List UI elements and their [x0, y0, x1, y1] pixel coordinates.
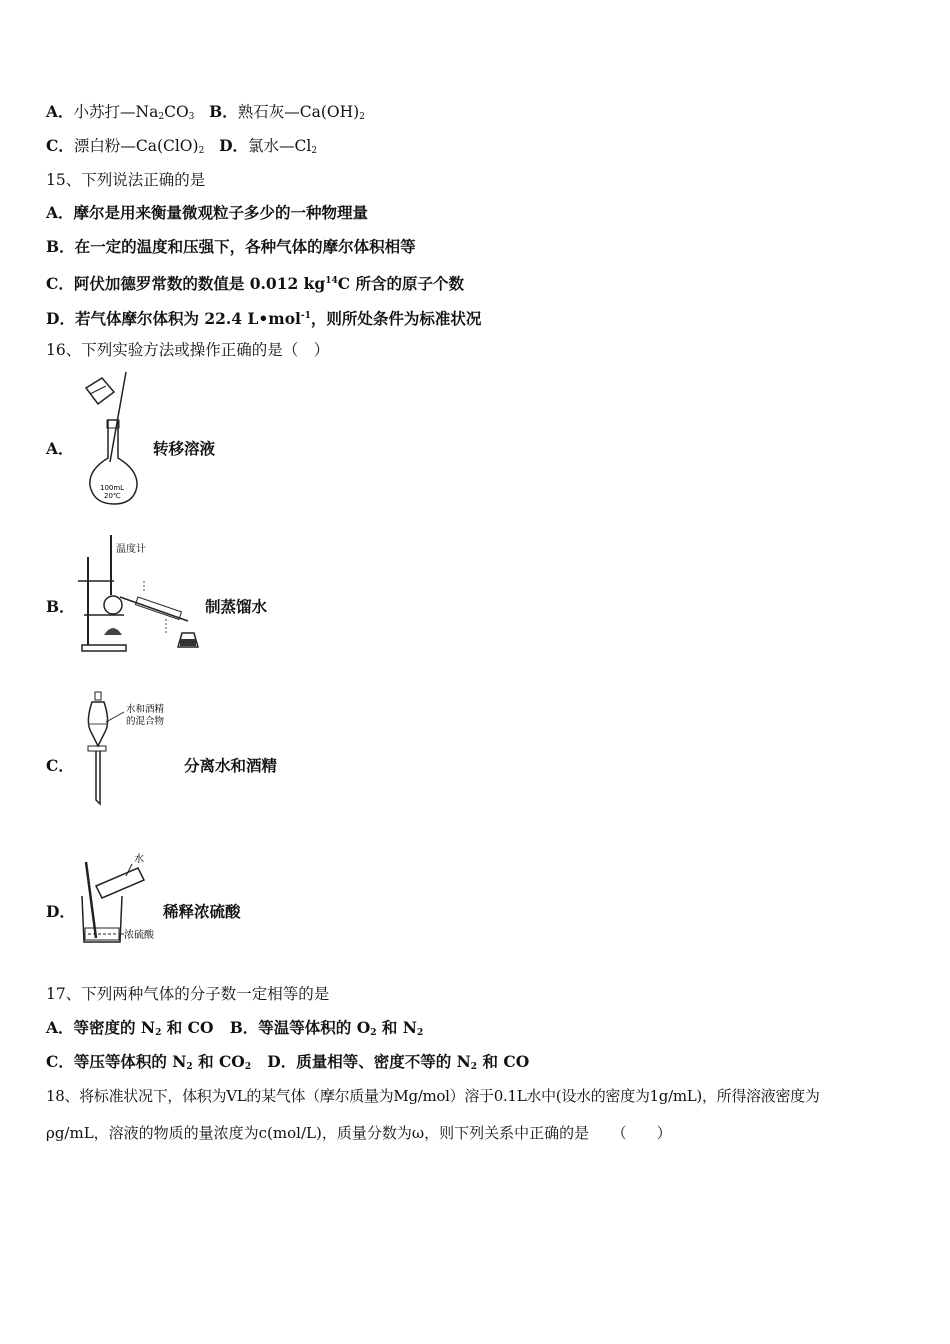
- option-label: D．: [219, 136, 249, 155]
- subscript: 2: [244, 1062, 252, 1072]
- option-text: ，则所处条件为标准状况: [310, 309, 482, 328]
- subscript: 2: [370, 1028, 377, 1038]
- option-text: 熟石灰—Ca(OH): [237, 103, 360, 121]
- q15-option-b: B．在一定的温度和压强下，各种气体的摩尔体积相等: [46, 237, 416, 256]
- flask-temperature-label: 20℃: [104, 492, 121, 500]
- q18-stem-line2: ρg/mL，溶液的物质的量浓度为c(mol/L)，质量分数为ω，则下列关系中正确的是 （ ）: [46, 1124, 672, 1142]
- q15-stem: 15、下列说法正确的是: [46, 171, 206, 189]
- dilution-beaker-figure: [80, 850, 165, 948]
- q15-option-d: [46, 306, 481, 329]
- superscript: 14: [325, 276, 338, 286]
- option-text: 和 CO: [161, 1018, 214, 1037]
- option-text: D．质量相等、密度不等的 N: [267, 1052, 471, 1071]
- q16-option-c-label: C．: [46, 756, 74, 775]
- option-text: B．等温等体积的 O: [229, 1018, 371, 1037]
- option-text: CO: [164, 103, 189, 121]
- subscript: 2: [359, 112, 365, 122]
- subscript: 2: [155, 1028, 162, 1038]
- option-text: 和 N: [376, 1018, 417, 1037]
- q15-option-a: A．摩尔是用来衡量微观粒子多少的一种物理量: [46, 203, 369, 222]
- subscript: 2: [186, 1062, 193, 1072]
- q16-option-b-caption: 制蒸馏水: [205, 597, 268, 616]
- subscript: 2: [416, 1028, 424, 1038]
- mixture-label: 水和酒精: [126, 704, 165, 715]
- thermometer-label: 温度计: [116, 544, 146, 555]
- option-label: B．: [209, 102, 238, 121]
- q16-option-a-caption: 转移溶液: [153, 439, 216, 458]
- q15-option-c: [46, 271, 464, 294]
- q18-stem-line1: 18、将标准状况下，体积为VL的某气体（摩尔质量为Mg/mol）溶于0.1L水中(设水的密度为1g/mL)，所得溶液密度为: [46, 1087, 820, 1105]
- flask-volume-label: 100mL: [100, 484, 125, 492]
- q16-option-a-label: A．: [46, 439, 74, 458]
- option-text: 漂白粉—Ca(ClO): [73, 137, 199, 155]
- q16-option-d-caption: 稀释浓硫酸: [163, 902, 241, 921]
- separatory-funnel-figure: [84, 690, 184, 810]
- option-text: 氯水—Cl: [248, 137, 312, 155]
- q14-options-row2: [46, 136, 317, 161]
- option-text: A．等密度的 N: [46, 1018, 156, 1037]
- q16-stem: 16、下列实验方法或操作正确的是（ ）: [46, 341, 330, 359]
- q17-options-row2: [46, 1052, 529, 1077]
- option-label: A．: [46, 102, 74, 121]
- option-label: C．: [46, 136, 74, 155]
- q16-option-b-label: B．: [46, 597, 75, 616]
- q17-stem: 17、下列两种气体的分子数一定相等的是: [46, 985, 330, 1003]
- option-text: 小苏打—Na: [73, 103, 159, 121]
- sulfuric-acid-label: 浓硫酸: [124, 930, 154, 941]
- q17-options-row1: [46, 1018, 423, 1043]
- option-text: 和 CO: [192, 1052, 245, 1071]
- subscript: 3: [188, 112, 195, 122]
- superscript: -1: [300, 311, 311, 321]
- subscript: 2: [311, 146, 318, 156]
- q16-option-d-label: D．: [46, 902, 75, 921]
- subscript: 2: [470, 1062, 478, 1072]
- mixture-label: 的混合物: [126, 716, 165, 727]
- option-text: C 所含的原子个数: [337, 274, 465, 293]
- distillation-apparatus-figure: [78, 535, 203, 655]
- option-text: D．若气体摩尔体积为 22.4 L•mol: [46, 309, 301, 328]
- option-text: C．阿伏加德罗常数的数值是 0.012 kg: [46, 274, 326, 293]
- q14-options-row1: [46, 102, 365, 127]
- volumetric-flask-figure: [80, 370, 150, 510]
- option-text: C．等压等体积的 N: [46, 1052, 187, 1071]
- subscript: 2: [198, 146, 205, 156]
- water-label: 水: [134, 854, 144, 865]
- subscript: 2: [158, 112, 165, 122]
- option-text: 和 CO: [477, 1052, 530, 1071]
- q16-option-c-caption: 分离水和酒精: [184, 756, 278, 775]
